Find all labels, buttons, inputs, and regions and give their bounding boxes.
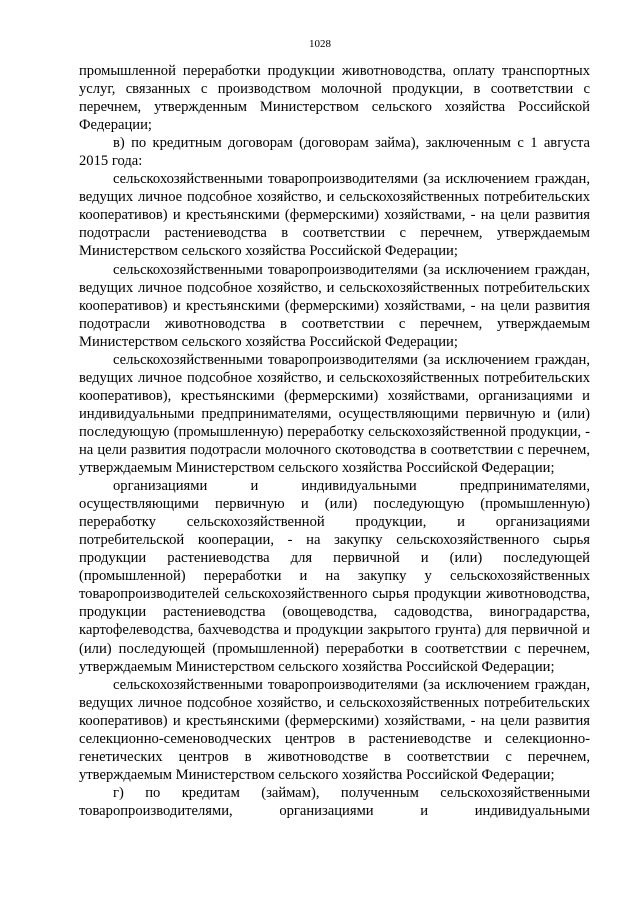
paragraph-continuation: промышленной переработки продукции животноводства, оплату транспортных услуг, связанных с производством молочной продукции, в соответствии с перечнем, утвержденным Министерством сельского хозяйства Российской Федерации; — [79, 63, 590, 134]
paragraph-subitem-v: в) по кредитным договорам (договорам займа), заключенным с 1 августа 2015 года: — [79, 135, 590, 170]
document-body — [79, 62, 590, 820]
page-number: 1028 — [309, 38, 331, 50]
paragraph-subitem-g: г) по кредитам (займам), полученным сельскохозяйственными товаропроизводителями, организациями и индивидуальными — [79, 784, 590, 819]
paragraph-crop-production: сельскохозяйственными товаропроизводителями (за исключением граждан, ведущих личное подсобное хозяйство, и сельскохозяйственных потребительских кооперативов) и крестьянскими (фермерскими) хозяйствами, - на цели развития подотрасли растениеводства в соответствии с перечнем, утверждаемым Министерством сельского хозяйства Российской Федерации; — [79, 171, 590, 260]
paragraph-dairy-cattle: сельскохозяйственными товаропроизводителями (за исключением граждан, ведущих личное подсобное хозяйство, и сельскохозяйственных потребительских кооперативов), крестьянскими (фермерскими) хозяйствами, организациями и индивидуальными предпринимателями, осуществляющими первичную и (или) последующую (промышленную) переработку сельскохозяйственной продукции, - на цели развития подотрасли молочного скотоводства в соответствии с перечнем, утверждаемым Министерством сельского хозяйства Российской Федерации; — [79, 351, 590, 477]
paragraph-breeding-centers: сельскохозяйственными товаропроизводителями (за исключением граждан, ведущих личное подсобное хозяйство, и сельскохозяйственных потребительских кооперативов) и крестьянскими (фермерскими) хозяйствами, - на цели развития селекционно-семеноводческих центров в растениеводстве и селекционно-генетических центров в животноводстве в соответствии с перечнем, утверждаемым Министерством сельского хозяйства Российской Федерации; — [79, 676, 590, 783]
paragraph-processing-organizations: организациями и индивидуальными предпринимателями, осуществляющими первичную и (или) последующую (промышленную) переработку сельскохозяйственной продукции, и организациями потребительской кооперации, - на закупку сельскохозяйственного сырья продукции растениеводства для первичной и (или) последующей (промышленной) переработки и на закупку у сельскохозяйственных товаропроизводителей сельскохозяйственного сырья продукции животноводства, продукции растениеводства (овощеводства, садоводства, виноградарства, картофелеводства, бахчеводства и продукции закрытого грунта) для первичной и (или) последующей (промышленной) переработки в соответствии с перечнем, утверждаемым Министерством сельского хозяйства Российской Федерации; — [79, 478, 590, 675]
paragraph-livestock: сельскохозяйственными товаропроизводителями (за исключением граждан, ведущих личное подсобное хозяйство, и сельскохозяйственных потребительских кооперативов) и крестьянскими (фермерскими) хозяйствами, - на цели развития подотрасли животноводства в соответствии с перечнем, утверждаемым Министерством сельского хозяйства Российской Федерации; — [79, 261, 590, 350]
